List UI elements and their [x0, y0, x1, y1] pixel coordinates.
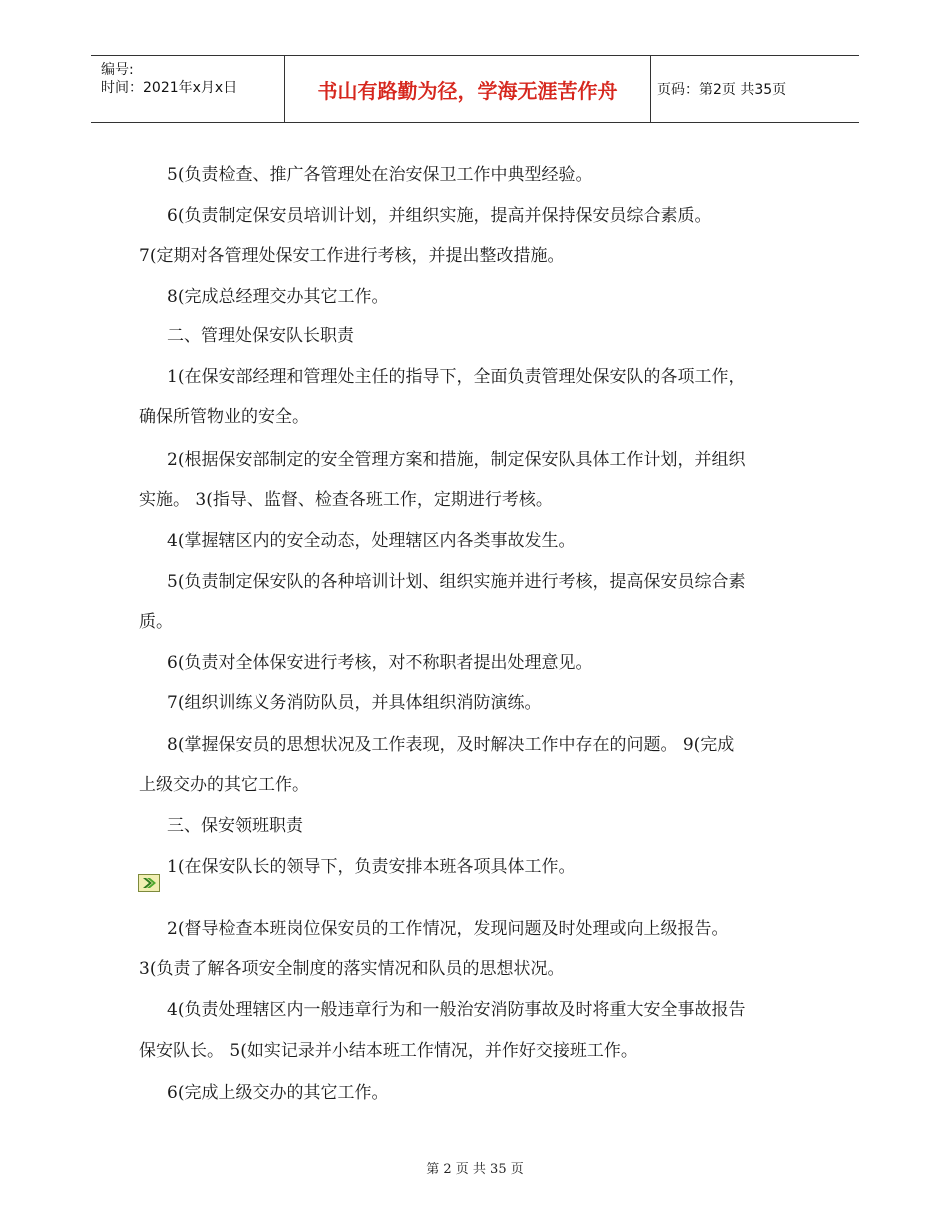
- header-left-cell: [91, 56, 284, 122]
- paragraph-line: 2(根据保安部制定的安全管理方案和措施，制定保安队具体工作计划，并组织: [167, 450, 746, 470]
- section-heading: 二、管理处保安队长职责: [167, 326, 354, 346]
- header-motto-cell: [284, 56, 651, 122]
- document-header: [91, 55, 859, 123]
- paragraph-line: 质。: [139, 612, 173, 632]
- paragraph-line: 8(掌握保安员的思想状况及工作表现，及时解决工作中存在的问题。 9(完成: [167, 735, 735, 755]
- page-footer: 第 2 页 共 35 页: [426, 1162, 524, 1177]
- green-arrow-icon: [138, 874, 160, 892]
- paragraph-line: 8(完成总经理交办其它工作。: [167, 287, 389, 307]
- paragraph-line: 实施。 3(指导、监督、检查各班工作，定期进行考核。: [139, 490, 553, 510]
- paragraph-line: 7(定期对各管理处保安工作进行考核，并提出整改措施。: [139, 246, 565, 266]
- section-heading: 三、保安领班职责: [167, 816, 303, 836]
- header-page-cell: [649, 56, 867, 122]
- paragraph-line: 保安队长。 5(如实记录并小结本班工作情况，并作好交接班工作。: [139, 1041, 638, 1061]
- number-label: 编号:: [101, 62, 134, 78]
- time-label: 时间：2021年x月x日: [101, 80, 238, 96]
- paragraph-line: 6(完成上级交办的其它工作。: [167, 1083, 389, 1103]
- motto-text: 书山有路勤为径，学海无涯苦作舟: [317, 78, 618, 103]
- paragraph-line: 上级交办的其它工作。: [139, 775, 309, 795]
- paragraph-line: 1(在保安部经理和管理处主任的指导下，全面负责管理处保安队的各项工作，: [167, 367, 746, 387]
- paragraph-line: 确保所管物业的安全。: [139, 407, 309, 427]
- paragraph-line: 6(负责对全体保安进行考核，对不称职者提出处理意见。: [167, 653, 593, 673]
- paragraph-line: 5(负责制定保安队的各种培训计划、组织实施并进行考核，提高保安员综合素: [167, 572, 746, 592]
- page-info: 页码：第2页 共35页: [657, 82, 787, 98]
- paragraph-line: 1(在保安队长的领导下，负责安排本班各项具体工作。: [167, 857, 576, 877]
- paragraph-line: 6(负责制定保安员培训计划，并组织实施，提高并保持保安员综合素质。: [167, 206, 712, 226]
- paragraph-line: 4(负责处理辖区内一般违章行为和一般治安消防事故及时将重大安全事故报告: [167, 1000, 746, 1020]
- paragraph-line: 7(组织训练义务消防队员，并具体组织消防演练。: [167, 693, 542, 713]
- paragraph-line: 2(督导检查本班岗位保安员的工作情况，发现问题及时处理或向上级报告。: [167, 919, 729, 939]
- paragraph-line: 3(负责了解各项安全制度的落实情况和队员的思想状况。: [139, 959, 565, 979]
- paragraph-line: 4(掌握辖区内的安全动态，处理辖区内各类事故发生。: [167, 531, 576, 551]
- paragraph-line: 5(负责检查、推广各管理处在治安保卫工作中典型经验。: [167, 165, 593, 185]
